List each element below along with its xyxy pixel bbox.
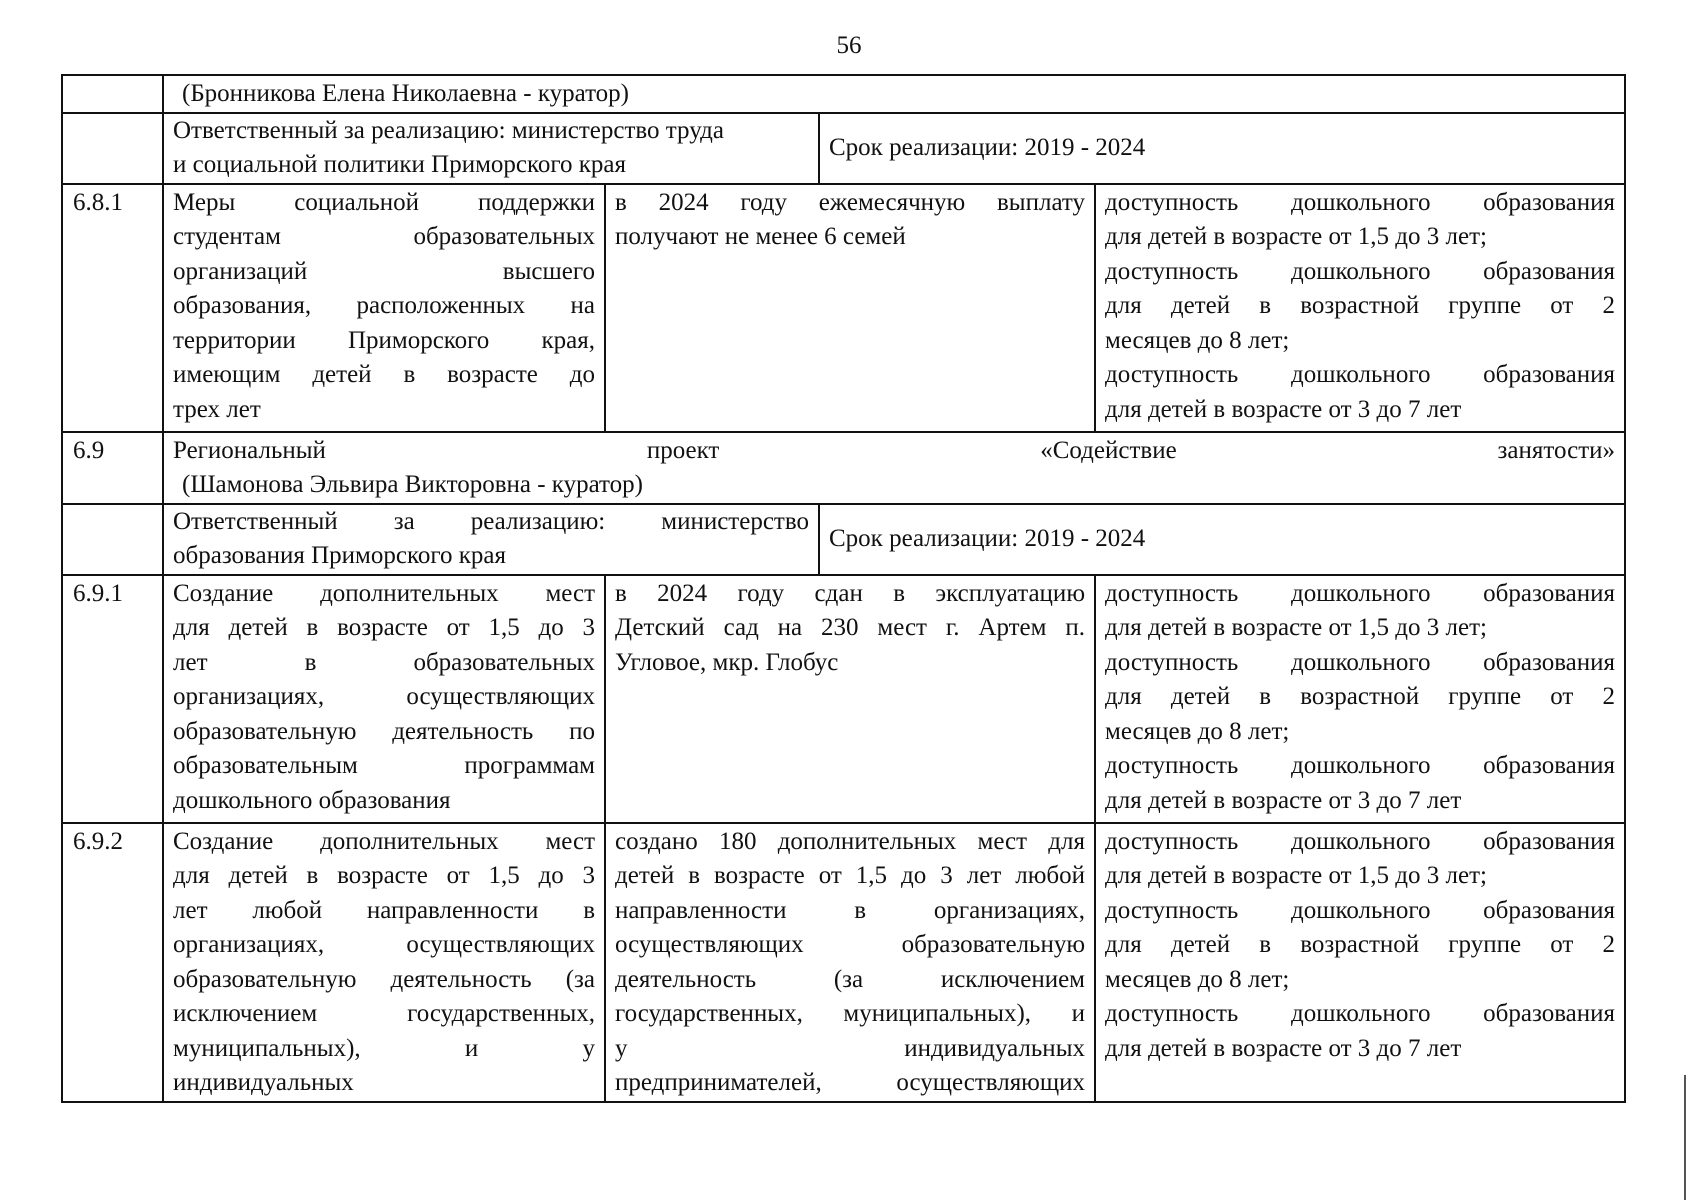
result-line: Детский сад на 230 мест г. Артем п. bbox=[615, 614, 1085, 641]
table-row-6-9-2 bbox=[62, 823, 1625, 1102]
table-row-6-8-1 bbox=[62, 184, 1625, 432]
project-row-6-9 bbox=[62, 432, 1625, 504]
indicator-line: для детей в возрастной группе от 2 bbox=[1105, 931, 1616, 958]
indicator-line: доступность дошкольного образования bbox=[1105, 188, 1616, 216]
responsible-1-line: Ответственный за реализацию: министерство труда bbox=[173, 116, 724, 144]
responsible-row-2 bbox=[62, 504, 1625, 575]
responsible-1-line: и социальной политики Приморского края bbox=[173, 151, 627, 178]
result-line: направленности в организациях, bbox=[615, 896, 1085, 924]
indicator-line: доступность дошкольного образования bbox=[1105, 752, 1616, 779]
project-curator: (Шамонова Эльвира Викторовна - куратор) bbox=[182, 471, 643, 498]
measure-line: образовательную деятельность по bbox=[173, 717, 595, 745]
measure-line: Меры социальной поддержки bbox=[173, 188, 595, 216]
responsible-1 bbox=[164, 114, 818, 183]
row-number: 6.8.1 bbox=[62, 184, 163, 432]
responsible-2 bbox=[164, 505, 818, 574]
result-line: создано 180 дополнительных мест для bbox=[615, 827, 1085, 855]
measure-line: студентам образовательных bbox=[173, 223, 595, 250]
curator-1: (Бронникова Елена Николаевна - куратор) bbox=[163, 75, 1625, 113]
measure-line: образовательным программам bbox=[173, 752, 595, 779]
result-cell bbox=[605, 184, 1095, 432]
measure-line: организациях, осуществляющих bbox=[173, 931, 595, 958]
indicator-line: для детей в возрасте от 3 до 7 лет bbox=[1105, 786, 1462, 814]
indicator-line: доступность дошкольного образования bbox=[1105, 579, 1616, 607]
table-row-6-9-1 bbox=[62, 575, 1625, 823]
term-1: Срок реализации: 2019 - 2024 bbox=[818, 114, 1624, 183]
indicator-line: доступность дошкольного образования bbox=[1105, 257, 1616, 285]
indicator-line: доступность дошкольного образования bbox=[1105, 1000, 1616, 1027]
result-line: в 2024 году сдан в эксплуатацию bbox=[615, 579, 1085, 607]
measure-line: трех лет bbox=[173, 395, 261, 423]
measure-line: имеющим детей в возрасте до bbox=[173, 361, 595, 388]
measure-line: исключением государственных, bbox=[173, 1000, 595, 1027]
empty-number-cell bbox=[62, 113, 163, 184]
responsible-split-cell-2 bbox=[163, 504, 1625, 575]
term-2: Срок реализации: 2019 - 2024 bbox=[818, 505, 1624, 574]
indicator-line: доступность дошкольного образования bbox=[1105, 827, 1616, 855]
measure-line: Создание дополнительных мест bbox=[173, 579, 595, 607]
result-line: государственных, муниципальных), и bbox=[615, 1000, 1085, 1027]
measure-cell bbox=[163, 575, 605, 823]
indicator-cell bbox=[1095, 184, 1625, 432]
result-cell bbox=[605, 823, 1095, 1102]
result-line: получают не менее 6 семей bbox=[615, 223, 906, 250]
result-line: предпринимателей, осуществляющих bbox=[615, 1069, 1085, 1096]
indicator-line: доступность дошкольного образования bbox=[1105, 648, 1616, 676]
measure-line: территории Приморского края, bbox=[173, 326, 595, 354]
result-line: детей в возрасте от 1,5 до 3 лет любой bbox=[615, 862, 1085, 889]
measure-line: муниципальных), и у bbox=[173, 1034, 595, 1062]
project-title-cell bbox=[163, 432, 1625, 504]
result-line: у индивидуальных bbox=[615, 1034, 1085, 1062]
responsible-2-line: образования Приморского края bbox=[173, 542, 506, 569]
measure-line: лет в образовательных bbox=[173, 648, 595, 676]
indicator-line: для детей в возрасте от 1,5 до 3 лет; bbox=[1105, 862, 1487, 889]
page-number: 56 bbox=[836, 32, 862, 59]
indicator-line: для детей в возрасте от 3 до 7 лет bbox=[1105, 395, 1462, 423]
measure-cell bbox=[163, 184, 605, 432]
project-title: Региональный проект «Содействие занятости» bbox=[173, 436, 1616, 464]
indicator-cell bbox=[1095, 823, 1625, 1102]
indicator-line: для детей в возрасте от 1,5 до 3 лет; bbox=[1105, 223, 1487, 250]
measure-line: дошкольного образования bbox=[173, 786, 451, 814]
responsible-split-cell-1 bbox=[163, 113, 1625, 184]
empty-number-cell bbox=[62, 504, 163, 575]
result-line: в 2024 году ежемесячную выплату bbox=[615, 188, 1085, 216]
result-line: осуществляющих образовательную bbox=[615, 931, 1085, 958]
measure-cell bbox=[163, 823, 605, 1102]
result-line: Угловое, мкр. Глобус bbox=[615, 648, 839, 676]
indicator-line: для детей в возрасте от 1,5 до 3 лет; bbox=[1105, 614, 1487, 641]
scan-edge-line bbox=[1684, 1075, 1686, 1200]
row-number: 6.9 bbox=[62, 432, 163, 504]
row-number: 6.9.2 bbox=[62, 823, 163, 1102]
result-cell bbox=[605, 575, 1095, 823]
result-line: деятельность (за исключением bbox=[615, 965, 1085, 993]
measure-line: организациях, осуществляющих bbox=[173, 683, 595, 710]
measure-line: для детей в возрасте от 1,5 до 3 bbox=[173, 614, 595, 641]
responsible-2-line: Ответственный за реализацию: министерство bbox=[173, 507, 809, 535]
indicator-line: месяцев до 8 лет; bbox=[1105, 965, 1290, 993]
row-number: 6.9.1 bbox=[62, 575, 163, 823]
indicator-line: доступность дошкольного образования bbox=[1105, 896, 1616, 924]
empty-number-cell bbox=[62, 75, 163, 113]
curator-row-1 bbox=[62, 75, 1625, 113]
measure-line: образовательную деятельность (за bbox=[173, 965, 595, 993]
indicator-cell bbox=[1095, 575, 1625, 823]
measure-line: индивидуальных bbox=[173, 1069, 354, 1096]
indicator-line: для детей в возрастной группе от 2 bbox=[1105, 683, 1616, 710]
measures-table bbox=[61, 74, 1626, 1103]
measure-line: лет любой направленности в bbox=[173, 896, 595, 924]
indicator-line: месяцев до 8 лет; bbox=[1105, 326, 1290, 354]
measure-line: для детей в возрасте от 1,5 до 3 bbox=[173, 862, 595, 889]
indicator-line: доступность дошкольного образования bbox=[1105, 361, 1616, 388]
indicator-line: для детей в возрастной группе от 2 bbox=[1105, 292, 1616, 319]
measure-line: организаций высшего bbox=[173, 257, 595, 285]
measure-line: образования, расположенных на bbox=[173, 292, 595, 319]
measure-line: Создание дополнительных мест bbox=[173, 827, 595, 855]
responsible-row-1 bbox=[62, 113, 1625, 184]
indicator-line: месяцев до 8 лет; bbox=[1105, 717, 1290, 745]
indicator-line: для детей в возрасте от 3 до 7 лет bbox=[1105, 1034, 1462, 1062]
